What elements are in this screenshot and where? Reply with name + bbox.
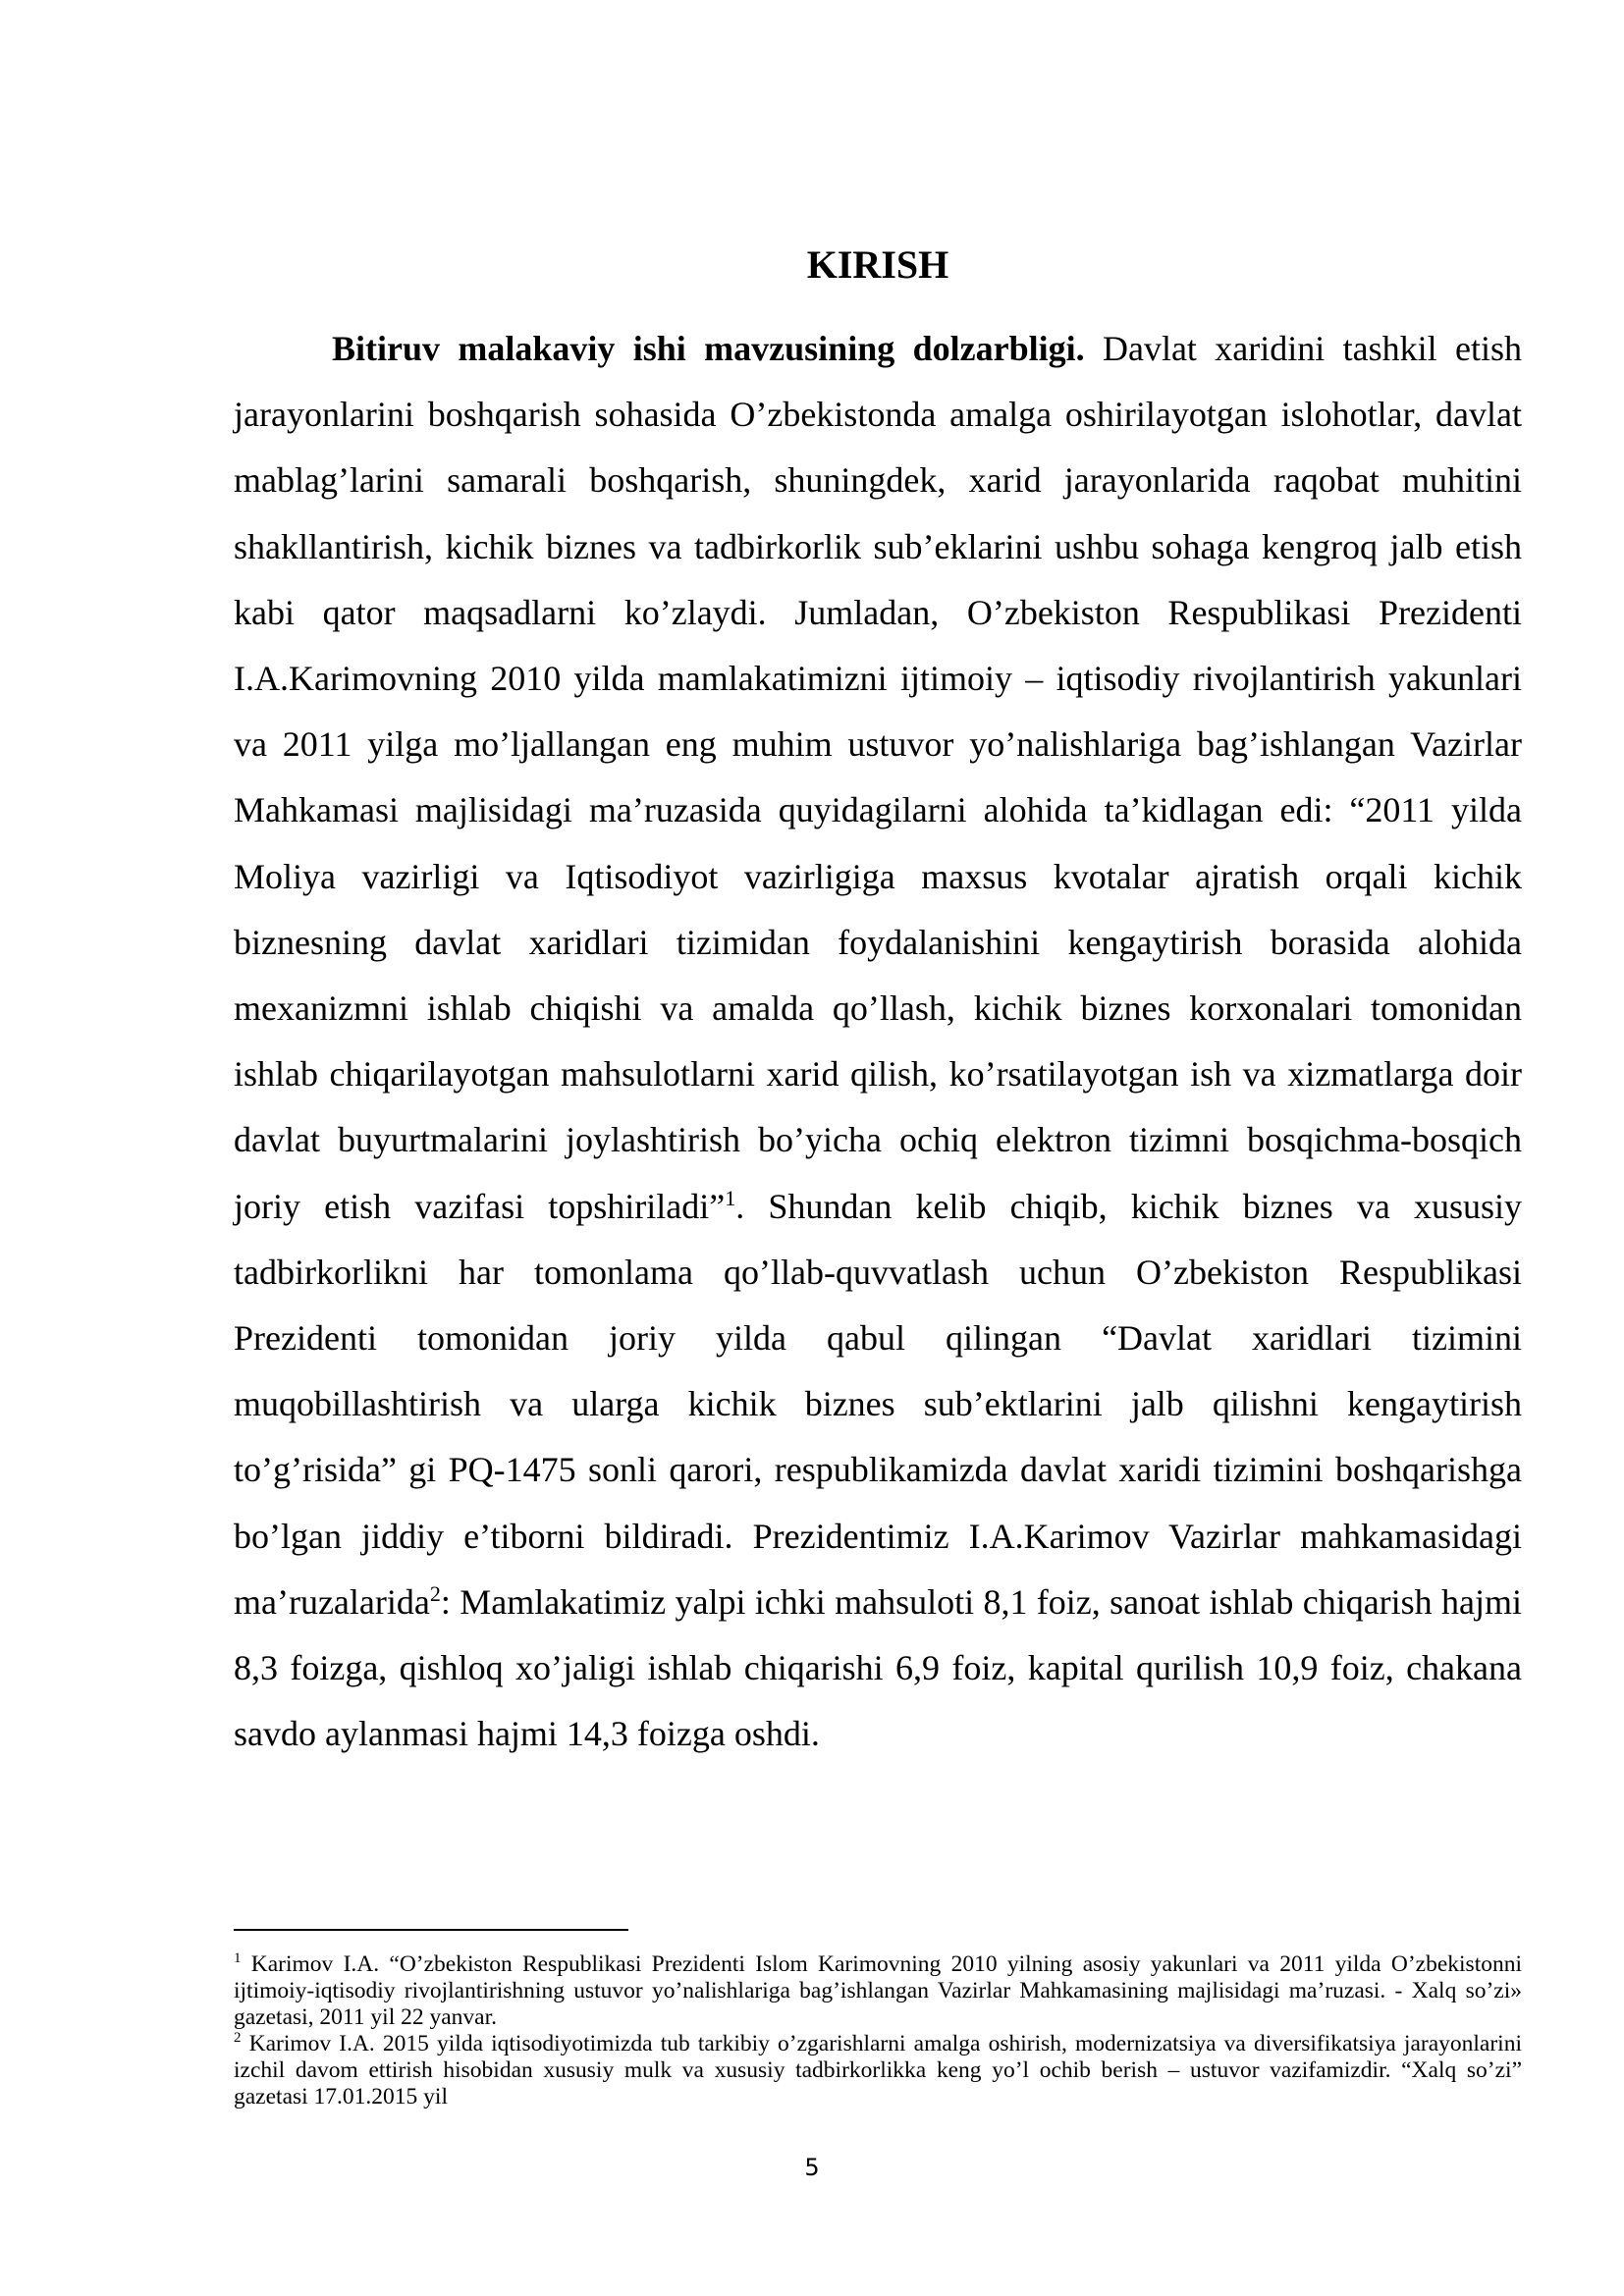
footnote-marker-1: 1 [234,1950,242,1967]
footnote-marker-2: 2 [234,2030,242,2047]
footnote-1 [234,1951,1522,2031]
footnote-separator [234,1929,628,1931]
footnotes [234,1951,1522,2110]
body-text-part-2: . Shundan kelib chiqib, kichik biznes va xususiy tadbirkorlikni har tomonlama qo’llab-quvvatlash uchun O’zbekiston Respublikasi Prezidenti tomonidan joriy yilda qabul qilingan “Davlat xaridlari tizimini muqobillashtirish va ularga kichik biznes sub’ektlarini jalb qilishni kengaytirish to’g’risida” gi PQ-1475 sonli qarori, respublikamizda davlat xaridi tizimini boshqarishga bo’lgan jiddiy e’tiborni bildiradi. Prezidentimiz I.A.Karimov Vazirlar mahkamasidagi ma’ruzalarida [234,1186,1522,1622]
footnote-2 [234,2031,1522,2110]
footnote-reference-2[interactable]: 2 [429,1580,441,1606]
page-number: 5 [804,2154,820,2181]
page-title: KIRISH [806,242,949,287]
lead-sentence: Bitiruv malakaviy ishi mavzusining dolzarbligi. [332,329,1085,368]
footnote-text-1: Karimov I.A. “O’zbekiston Respublikasi Prezidenti Islom Karimovning 2010 yilning asosiy yakunlari va 2011 yilda O’zbekistonni ijtimoiy-iqtisodiy rivojlantirishning ustuvor yo’nalishlariga bag’ishlangan Vazirlar Mahkamasining majlisidagi ma’ruzasi. - Xalq so’zi» gazetasi, 2011 yil 22 yanvar. [234,1951,1522,2030]
footnote-reference-1[interactable]: 1 [725,1185,736,1210]
body-text-part-3: : Mamlakatimiz yalpi ichki mahsuloti 8,1 foiz, sanoat ishlab chiqarish hajmi 8,3 foizga, qishloq xo’jaligi ishlab chiqarishi 6,9 foiz, kapital qurilish 10,9 foiz, chakana savdo aylanmasi hajmi 14,3 foizga oshdi. [234,1581,1522,1754]
body-text-part-1: Davlat xaridini tashkil etish jarayonlarini boshqarish sohasida O’zbekistonda amalga oshirilayotgan islohotlar, davlat mablag’larini samarali boshqarish, shuningdek, xarid jarayonlarida raqobat muhitini shakllantirish, kichik biznes va tadbirkorlik sub’eklarini ushbu sohaga kengroq jalb etish kabi qator maqsadlarni ko’zlaydi. Jumladan, O’zbekiston Respublikasi Prezidenti I.A.Karimovning 2010 yilda mamlakatimizni ijtimoiy – iqtisodiy rivojlantirish yakunlari va 2011 yilga mo’ljallangan eng muhim ustuvor yo’nalishlariga bag’ishlangan Vazirlar Mahkamasi majlisidagi ma’ruzasida quyidagilarni alohida ta’kidlagan edi: “2011 yilda Moliya vazirligi va Iqtisodiyot vazirligiga maxsus kvotalar ajratish orqali kichik biznesning davlat xaridlari tizimidan foydalanishini kengaytirish borasida alohida mexanizmni ishlab chiqishi va amalda qo’llash, kichik biznes korxonalari tomonidan ishlab chiqarilayotgan mahsulotlarni xarid qilish, ko’rsatilayotgan ish va xizmatlarga doir davlat buyurtmalarini joylashtirish bo’yicha ochiq elektron tizimni bosqichma-bosqich joriy etish vazifasi topshiriladi” [234,329,1522,1226]
footnote-text-2: Karimov I.A. 2015 yilda iqtisodiyotimizda tub tarkibiy o’zgarishlarni amalga oshirish, modernizatsiya va diversifikatsiya jarayonlarini izchil davom ettirish hisobidan xususiy mulk va xususiy tadbirkorlikka keng yo’l ochib berish – ustuvor vazifamizdir. “Xalq so’zi” gazetasi 17.01.2015 yil [234,2031,1522,2109]
body-paragraph [234,316,1522,1767]
